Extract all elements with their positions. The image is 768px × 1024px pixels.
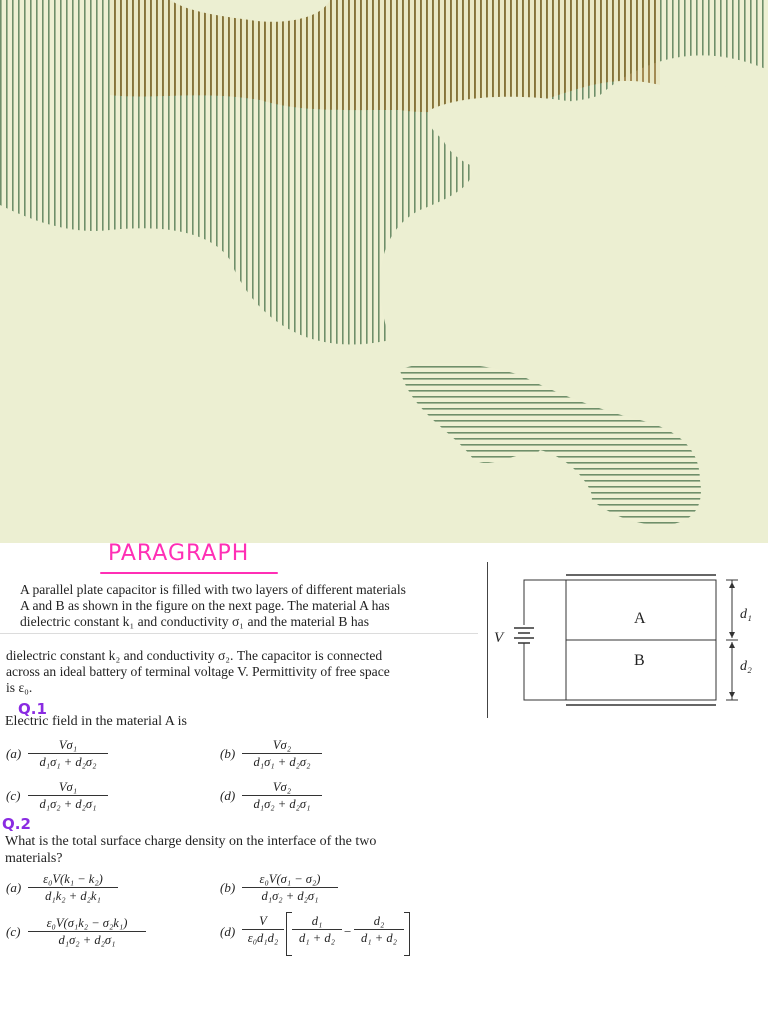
option-fraction: [242, 872, 338, 904]
layer-b-box: [566, 640, 716, 700]
paragraph-text-bottom: [6, 648, 476, 696]
scan-seam: [0, 633, 478, 634]
d2-label: d₂: [740, 659, 752, 674]
fraction-numerator: d₁: [311, 914, 323, 928]
q2-question-text: [5, 833, 376, 867]
fraction-numerator: d₂: [373, 914, 385, 928]
option-letter: (d): [220, 924, 236, 939]
option-letter: (c): [6, 924, 21, 939]
fraction-denominator: d₁σ₂ + d₂σ₁: [242, 887, 338, 904]
fraction-numerator: Vσ₁: [58, 738, 78, 752]
q1-option-c[interactable]: [6, 780, 246, 820]
heading-underline: [100, 572, 278, 574]
fraction-numerator: Vσ₁: [58, 780, 78, 794]
fraction-numerator: ε₀V(σ₁ − σ₂): [259, 872, 321, 886]
fraction-denominator: d₁σ₁ + d₂σ₂: [28, 753, 108, 770]
top-wire: [524, 580, 641, 625]
paragraph-line: across an ideal battery of terminal voltage V. Permittivity of free space: [6, 664, 390, 679]
option-fraction-term2: [354, 914, 404, 946]
battery-label: V: [494, 630, 504, 646]
fraction-numerator: V: [259, 914, 267, 928]
layer-b-label: B: [634, 652, 645, 669]
q2-option-a[interactable]: [6, 872, 246, 912]
minus-sign: −: [344, 924, 352, 939]
layer-a-label: A: [634, 610, 646, 627]
option-fraction-term1: [292, 914, 342, 946]
q1-label: Q.1: [18, 700, 47, 718]
fraction-denominator: d₁σ₂ + d₂σ₁: [28, 795, 108, 812]
q1-option-a[interactable]: [6, 738, 246, 778]
option-fraction: [28, 916, 146, 948]
paragraph-text-top: [20, 582, 460, 630]
q1-question-text: Electric field in the material A is: [5, 714, 187, 729]
option-letter: (d): [220, 788, 236, 803]
q2-option-d[interactable]: [220, 912, 410, 958]
q2-option-c[interactable]: [6, 916, 246, 956]
option-letter: (b): [220, 746, 236, 761]
right-bracket: [404, 912, 410, 956]
paragraph-line: is ε₀.: [6, 680, 33, 695]
fraction-numerator: Vσ₂: [272, 780, 292, 794]
paragraph-line: dielectric constant k₂ and conductivity σ₂. The capacitor is connected: [6, 648, 383, 663]
q2-label: Q.2: [2, 815, 31, 833]
paragraph-line: A and B as shown in the figure on the next page. The material A has: [20, 598, 390, 613]
bottom-wire: [524, 650, 641, 700]
fraction-numerator: ε₀V(σ₁k₂ − σ₂k₁): [46, 916, 128, 930]
option-letter: (a): [6, 880, 22, 895]
option-fraction: [242, 738, 322, 770]
fraction-denominator: d₁ + d₂: [292, 929, 342, 946]
fraction-numerator: ε₀V(k₁ − k₂): [43, 872, 103, 886]
paragraph-line: dielectric constant k₁ and conductivity σ₁ and the material B has: [20, 614, 369, 629]
fraction-denominator: d₁k₂ + d₂k₁: [28, 887, 118, 904]
q1-option-d[interactable]: [220, 780, 460, 820]
paragraph-heading: PARAGRAPH: [108, 541, 250, 566]
option-letter: (b): [220, 880, 236, 895]
option-fraction: [28, 780, 108, 812]
fraction-denominator: ε₀d₁d₂: [242, 929, 284, 946]
fraction-denominator: d₁σ₂ + d₂σ₁: [28, 931, 146, 948]
capacitor-diagram: [486, 560, 756, 725]
option-fraction: [28, 872, 118, 904]
q2-text-line: materials?: [5, 851, 63, 866]
option-letter: (c): [6, 788, 21, 803]
q1-option-b[interactable]: [220, 738, 460, 778]
fraction-numerator: Vσ₂: [272, 738, 292, 752]
option-fraction: [28, 738, 108, 770]
fraction-denominator: d₁ + d₂: [354, 929, 404, 946]
q2-text-line: What is the total surface charge density on the interface of the two: [5, 834, 377, 849]
q2-option-b[interactable]: [220, 872, 460, 912]
option-fraction: [242, 780, 322, 812]
fraction-denominator: d₁σ₂ + d₂σ₁: [242, 795, 322, 812]
paragraph-line: A parallel plate capacitor is filled with two layers of different materials: [20, 582, 406, 597]
d1-label: d₁: [740, 607, 752, 622]
fraction-denominator: d₁σ₁ + d₂σ₂: [242, 753, 322, 770]
option-letter: (a): [6, 746, 22, 761]
option-fraction-prefix: [242, 914, 284, 946]
